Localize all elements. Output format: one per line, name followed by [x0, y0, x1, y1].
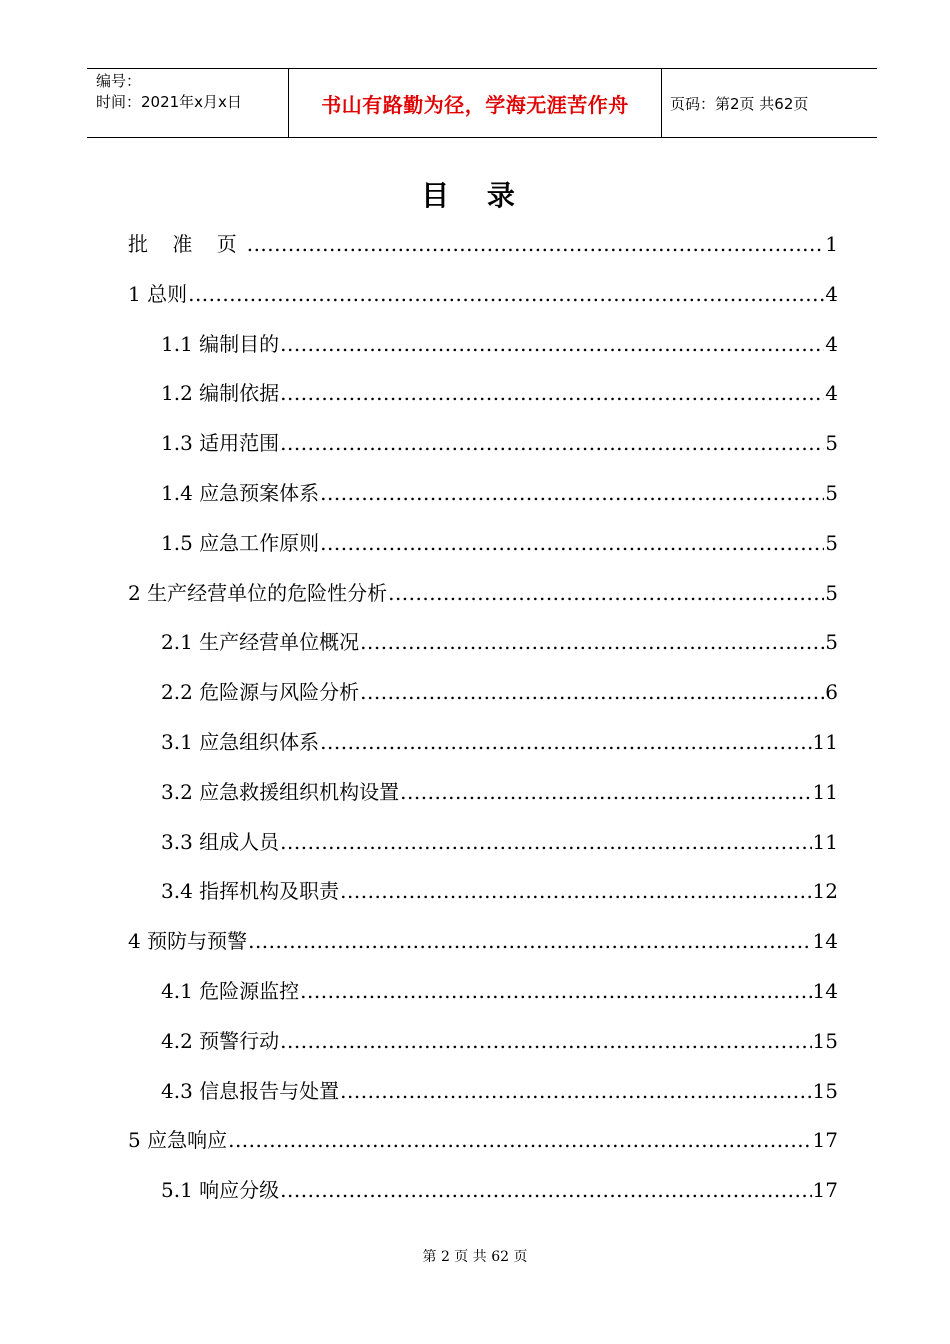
toc-entry[interactable] — [128, 226, 838, 276]
toc-entry-page: 6 — [825, 680, 838, 705]
document-header — [87, 68, 877, 138]
toc-leader-dots — [300, 973, 811, 1009]
toc-entry-label: 4.3 信息报告与处置 — [161, 1078, 340, 1103]
toc-entry[interactable] — [128, 1023, 838, 1073]
toc-entry[interactable] — [128, 1122, 838, 1172]
toc-entry-page: 14 — [812, 929, 838, 954]
toc-entry[interactable] — [128, 525, 838, 575]
toc-entry[interactable] — [128, 923, 838, 973]
toc-entry-label: 2 生产经营单位的危险性分析 — [128, 580, 388, 605]
toc-entry-label: 5 应急响应 — [128, 1128, 228, 1153]
toc-entry[interactable] — [128, 475, 838, 525]
toc-entry-label: 1.5 应急工作原则 — [161, 530, 320, 555]
toc-entry[interactable] — [128, 575, 838, 625]
toc-leader-dots — [228, 1122, 811, 1158]
toc-entry-page: 11 — [812, 829, 838, 854]
header-meta — [87, 69, 288, 137]
toc-entry-label: 1.3 适用范围 — [161, 431, 280, 456]
toc-entry-page: 4 — [825, 281, 838, 306]
toc-entry-label: 批 准 页 — [128, 232, 246, 256]
toc-leader-dots — [188, 276, 824, 312]
toc-entry-label: 3.3 组成人员 — [161, 829, 280, 854]
toc-entry-page: 5 — [825, 630, 838, 655]
toc-entry[interactable] — [128, 375, 838, 425]
toc-title: 目 录 — [421, 179, 529, 212]
toc-entry-label: 1.4 应急预案体系 — [161, 480, 320, 505]
toc-entry[interactable] — [128, 873, 838, 923]
toc-leader-dots — [280, 1172, 811, 1208]
toc-entry[interactable] — [128, 425, 838, 475]
toc-entry[interactable] — [128, 973, 838, 1023]
page-footer: 第 2 页 共 62 页 — [422, 1249, 528, 1265]
toc-entry-page: 5 — [825, 431, 838, 456]
toc-entry-page: 1 — [825, 232, 838, 256]
toc-entry-page: 17 — [812, 1178, 838, 1203]
toc-entry-label: 4.2 预警行动 — [161, 1028, 280, 1053]
toc-entry-page: 12 — [812, 879, 838, 904]
toc-entry-page: 5 — [825, 480, 838, 505]
toc-entry-label: 2.1 生产经营单位概况 — [161, 630, 360, 655]
toc-leader-dots — [360, 624, 824, 660]
toc-entry-label: 1.1 编制目的 — [161, 331, 280, 356]
toc-leader-dots — [340, 873, 811, 909]
toc-leader-dots — [280, 375, 824, 411]
toc-entry[interactable] — [128, 724, 838, 774]
header-motto-cell — [288, 69, 662, 137]
toc-entry-label: 5.1 响应分级 — [161, 1178, 280, 1203]
toc-entry-page: 5 — [825, 580, 838, 605]
toc-entry-label: 4.1 危险源监控 — [161, 978, 300, 1003]
toc-entry[interactable] — [128, 624, 838, 674]
toc-entry-label: 3.2 应急救援组织机构设置 — [161, 779, 400, 804]
toc-entry-label: 3.4 指挥机构及职责 — [161, 879, 340, 904]
document-number-label: 编号： — [96, 72, 142, 90]
toc-leader-dots — [388, 575, 824, 611]
header-motto: 书山有路勤为径，学海无涯苦作舟 — [321, 92, 629, 117]
toc-leader-dots — [340, 1073, 811, 1109]
toc-entry[interactable] — [128, 674, 838, 724]
toc-leader-dots — [280, 1023, 811, 1059]
toc-leader-dots — [247, 226, 825, 262]
toc-leader-dots — [280, 824, 811, 860]
toc-entry-label: 1.2 编制依据 — [161, 381, 280, 406]
toc-entry[interactable] — [128, 774, 838, 824]
toc-entry-page: 11 — [812, 729, 838, 754]
toc-entry[interactable] — [128, 824, 838, 874]
toc-leader-dots — [320, 475, 824, 511]
toc-entry-page: 14 — [812, 978, 838, 1003]
toc-entry[interactable] — [128, 1073, 838, 1123]
toc-leader-dots — [320, 525, 824, 561]
table-of-contents — [128, 226, 838, 1222]
toc-leader-dots — [248, 923, 811, 959]
toc-entry-page: 15 — [812, 1028, 838, 1053]
toc-entry-page: 4 — [825, 381, 838, 406]
toc-entry-label: 4 预防与预警 — [128, 929, 248, 954]
toc-leader-dots — [360, 674, 824, 710]
toc-entry-label: 3.1 应急组织体系 — [161, 729, 320, 754]
toc-leader-dots — [400, 774, 811, 810]
toc-entry-page: 5 — [825, 530, 838, 555]
toc-entry-page: 4 — [825, 331, 838, 356]
document-time: 时间：2021年x月x日 — [96, 93, 242, 111]
toc-entry-label: 1 总则 — [128, 281, 188, 306]
header-page-info: 页码：第2页 共62页 — [670, 94, 809, 113]
toc-leader-dots — [280, 326, 824, 362]
toc-entry-page: 17 — [812, 1128, 838, 1153]
toc-entry-page: 11 — [812, 779, 838, 804]
toc-entry-label: 2.2 危险源与风险分析 — [161, 680, 360, 705]
toc-leader-dots — [280, 425, 824, 461]
toc-entry[interactable] — [128, 276, 838, 326]
toc-entry[interactable] — [128, 1172, 838, 1222]
toc-entry[interactable] — [128, 326, 838, 376]
toc-leader-dots — [320, 724, 811, 760]
toc-entry-page: 15 — [812, 1078, 838, 1103]
